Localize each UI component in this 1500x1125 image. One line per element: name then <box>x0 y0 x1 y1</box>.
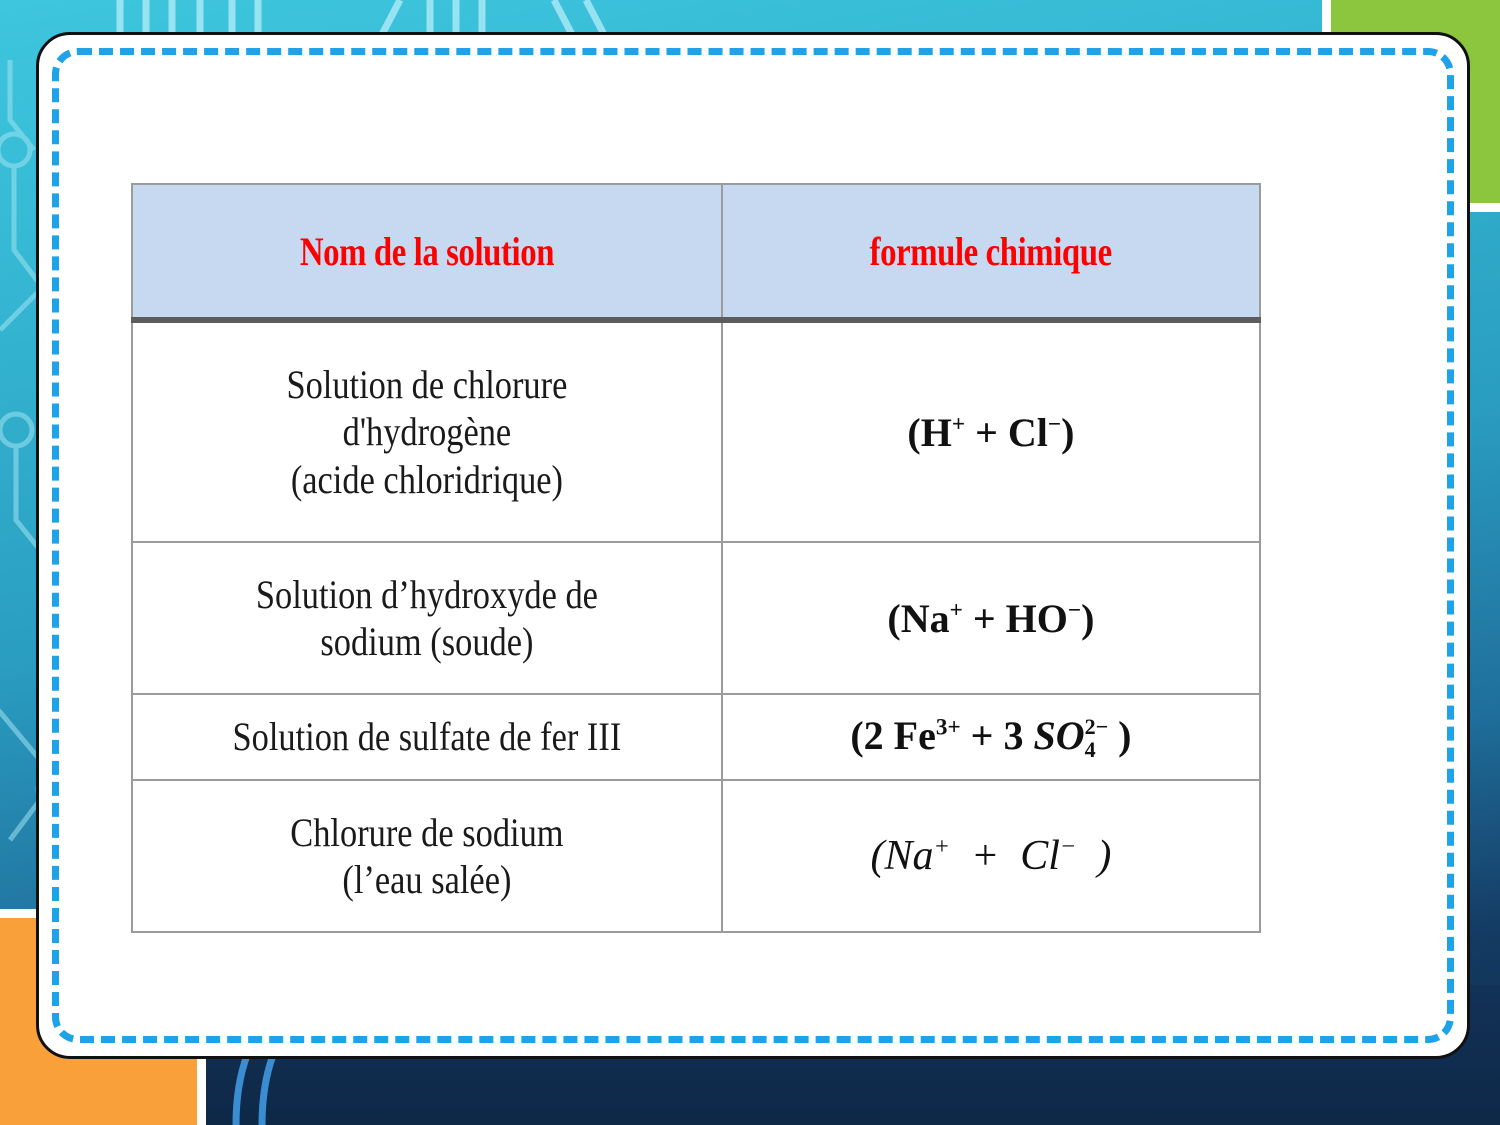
cell-chemical-formula <box>722 320 1260 542</box>
cell-solution-name <box>132 694 722 780</box>
content-card <box>36 32 1470 1059</box>
cell-chemical-formula <box>722 780 1260 932</box>
formula-close-paren: ) <box>1081 595 1095 641</box>
solution-name-line: Solution de sulfate de fer III <box>232 714 622 760</box>
table-row <box>132 320 1260 542</box>
solution-name-line: (l’eau salée) <box>342 857 512 902</box>
formula-ion1: Na <box>900 595 950 641</box>
table-header-row <box>132 184 1260 320</box>
formula-operator: + <box>970 712 994 758</box>
formula-open-paren: ( <box>870 833 885 879</box>
formula-coefficient1: 2 <box>863 712 894 758</box>
solution-name-line: Solution d’hydroxyde de <box>255 571 598 617</box>
formula-ion2-charge: − <box>1067 597 1082 624</box>
cell-solution-name <box>132 542 722 694</box>
solution-name-line: sodium (soude) <box>320 619 534 664</box>
formula-ion1-charge: 3+ <box>935 714 961 741</box>
formula-coefficient2: 3 <box>1003 712 1034 758</box>
formula-ion2-charge-stack <box>1085 715 1109 761</box>
solution-name-line: (acide chloridrique) <box>290 456 564 502</box>
formula-ion1: Na <box>884 833 934 879</box>
formula-ion2-charge: − <box>1059 833 1077 860</box>
column-header-chemical-formula-label: formule chimique <box>869 228 1112 274</box>
column-header-solution-name-label: Nom de la solution <box>299 228 554 274</box>
cell-solution-name <box>132 320 722 542</box>
formula-close-paren: ) <box>1097 833 1112 879</box>
cell-chemical-formula <box>722 542 1260 694</box>
formula-ion1-charge: + <box>951 411 966 438</box>
column-header-chemical-formula <box>722 184 1260 320</box>
formula-ion2: Cl <box>1020 833 1060 879</box>
formula-ion2-charge: 2− <box>1084 714 1109 740</box>
formula-ion1: Fe <box>893 712 936 758</box>
table-row <box>132 542 1260 694</box>
table-row <box>132 780 1260 932</box>
formula-open-paren: ( <box>887 595 901 641</box>
formula-open-paren: ( <box>907 409 921 455</box>
chemistry-table <box>131 183 1261 933</box>
formula-close-paren: ) <box>1061 409 1075 455</box>
solution-name-line: Solution de chlorure <box>286 362 568 408</box>
solution-name-line: d'hydrogène <box>342 409 512 455</box>
table-header <box>132 184 1260 320</box>
table-row <box>132 694 1260 780</box>
formula-operator: + <box>970 833 1000 879</box>
formula-ion2-subscript: 4 <box>1084 737 1096 763</box>
cell-chemical-formula <box>722 694 1260 780</box>
formula-ion1-charge: + <box>949 597 963 624</box>
formula-ion2: SO <box>1033 712 1085 758</box>
formula-open-paren: ( <box>850 712 864 758</box>
formula-operator: + <box>975 409 998 455</box>
table-body <box>132 320 1260 932</box>
cell-solution-name <box>132 780 722 932</box>
solution-name-line: Chlorure de sodium <box>290 809 564 855</box>
formula-ion2: Cl <box>1007 409 1048 455</box>
column-header-solution-name <box>132 184 722 320</box>
chemistry-table-wrapper <box>131 183 1261 933</box>
formula-ion2: HO <box>1005 595 1068 641</box>
formula-ion2-charge: − <box>1047 411 1062 438</box>
formula-ion1: H <box>920 409 952 455</box>
formula-ion1-charge: + <box>933 833 950 860</box>
formula-operator: + <box>972 595 996 641</box>
formula-close-paren: ) <box>1118 712 1132 758</box>
